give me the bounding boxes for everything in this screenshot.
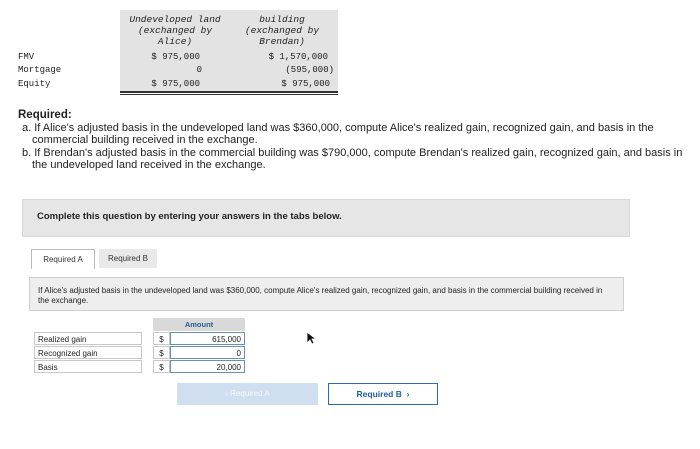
col-land-header-line1: Undeveloped land [129, 14, 221, 25]
col-building-header-line1: building [259, 14, 305, 25]
recognized-gain-label: Recognized gain [34, 346, 142, 359]
required-section [18, 109, 698, 172]
required-a-text: a. If Alice's adjusted basis in the undeveloped land was $360,000, compute Alice's realized gain, recognized gain, and basis in the commercial building received in the exchange. [22, 121, 654, 146]
amount-header: Amount [153, 318, 245, 331]
col-land-header-line3: Alice) [157, 36, 193, 47]
recognized-gain-currency: $ [153, 346, 170, 359]
basis-currency: $ [153, 360, 170, 373]
row-label-fmv: FMV [18, 52, 35, 62]
realized-gain-input[interactable]: 615,000 [170, 332, 245, 345]
realized-gain-label: Realized gain [34, 332, 142, 345]
total-underline-2 [120, 94, 338, 95]
mouse-cursor-icon [306, 331, 316, 345]
col-land-header-line2: (exchanged by [137, 25, 213, 36]
exchange-table [18, 10, 334, 94]
chevron-right-icon: › [404, 389, 410, 399]
chevron-left-icon: ‹ [225, 389, 228, 398]
col-building-header-line2: (exchanged by [244, 25, 320, 36]
tab-required-a[interactable]: Required A [31, 249, 95, 269]
total-underline [120, 91, 338, 93]
prev-required-a-button[interactable] [177, 383, 318, 405]
recognized-gain-input[interactable]: 0 [170, 346, 245, 359]
prev-button-label: Required A [230, 389, 270, 398]
col-building-header-line3: Brendan) [259, 36, 305, 47]
row-label-mortgage: Mortgage [18, 65, 62, 75]
next-required-b-button[interactable] [328, 383, 438, 405]
col-building-header [230, 14, 334, 47]
land-equity: $ 975,000 [151, 79, 200, 89]
land-mortgage: 0 [196, 65, 202, 75]
building-equity: $ 975,000 [281, 79, 330, 89]
tab-required-b[interactable]: Required B [99, 249, 157, 268]
realized-gain-currency: $ [153, 332, 170, 345]
instruction-text: Complete this question by entering your answers in the tabs below. [37, 211, 342, 222]
instruction-box [22, 199, 630, 237]
row-label-equity: Equity [18, 79, 51, 89]
basis-input[interactable]: 20,000 [170, 360, 245, 373]
land-fmv: $ 975,000 [151, 52, 200, 62]
basis-label: Basis [34, 360, 142, 373]
building-fmv: $ 1,570,000 [268, 52, 328, 62]
building-mortgage: (595,000) [285, 65, 334, 75]
next-button-label: Required B [356, 389, 402, 399]
required-b-text: b. If Brendan's adjusted basis in the commercial building was $790,000, compute Brendan's realized gain, recognized gain, and basis in the undeveloped land received in the exchange. [22, 146, 683, 171]
col-land-header [120, 14, 230, 47]
required-title: Required: [18, 109, 72, 121]
question-panel [29, 277, 624, 311]
panel-question-text: If Alice's adjusted basis in the undeveloped land was $360,000, compute Alice's realized gain, recognized gain, and basis in the commercial building received in the exchange. [38, 286, 603, 305]
